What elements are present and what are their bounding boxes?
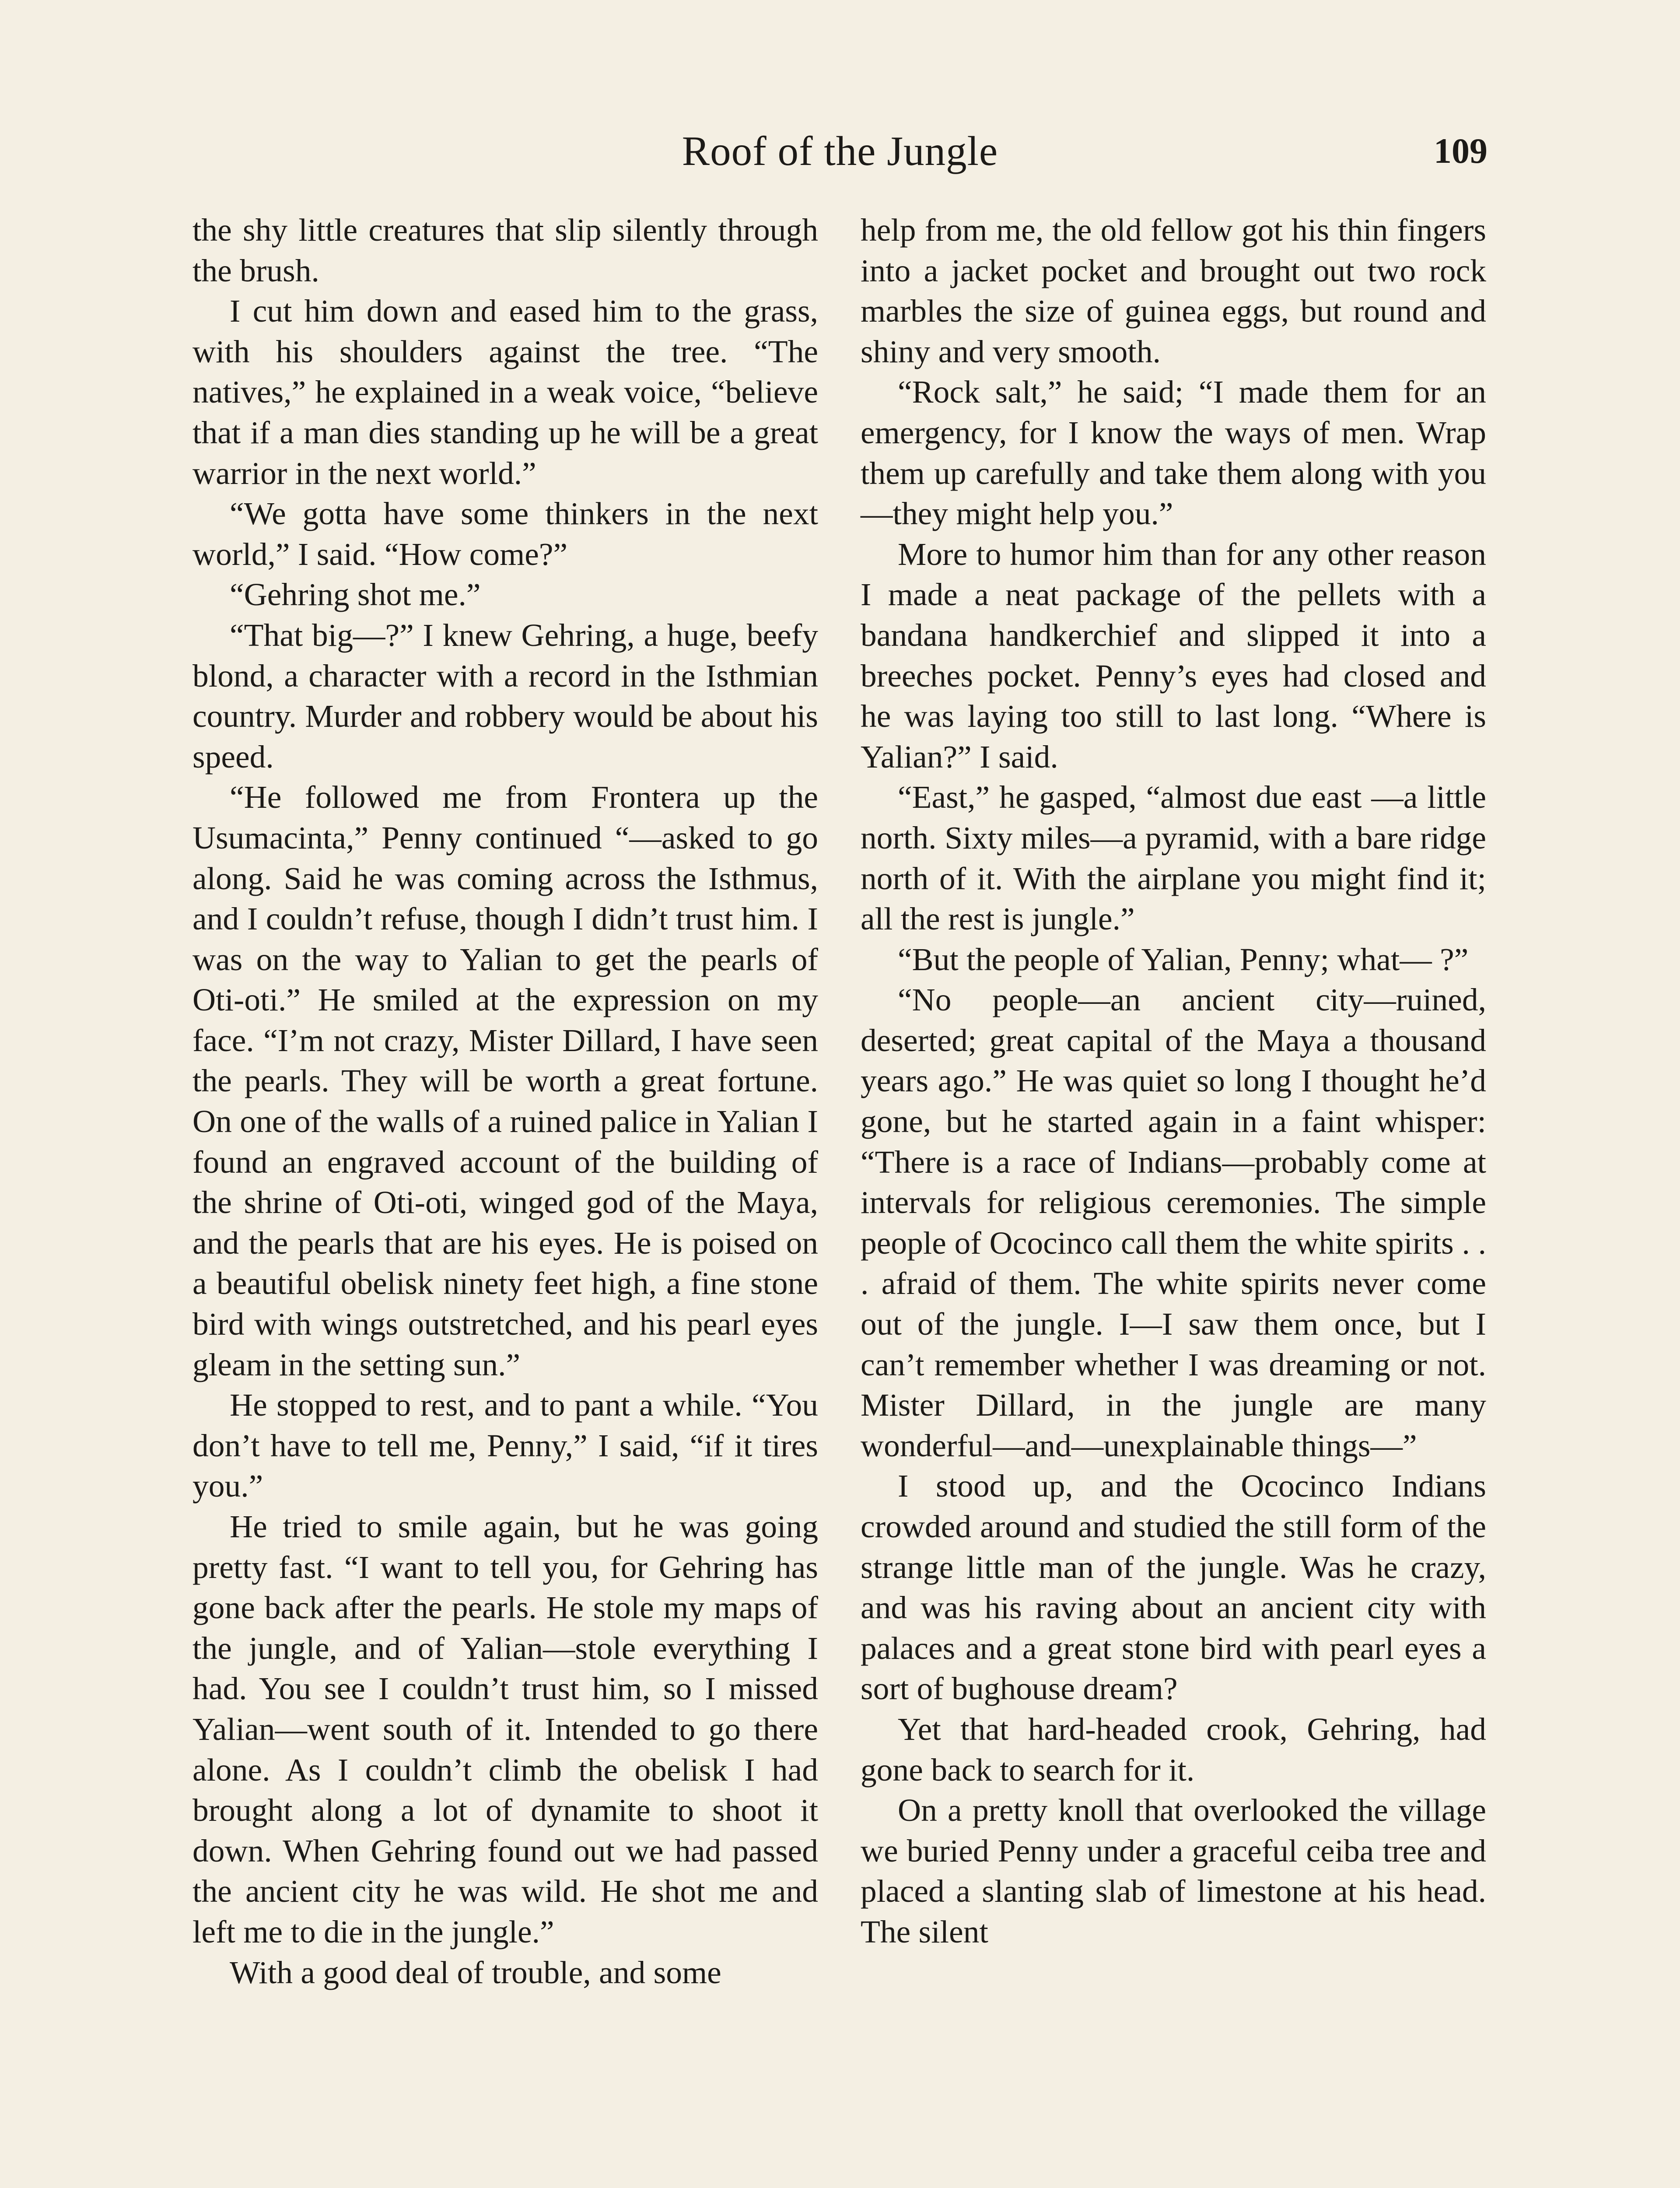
page-number: 109 [1434, 131, 1488, 171]
paragraph: Yet that hard-headed crook, Gehring, had gone back to search for it. [861, 1711, 1486, 1788]
paragraph: “But the people of Yalian, Penny; what— ?” [898, 941, 1469, 977]
paragraph: He stopped to rest, and to pant a while. “You don’t have to tell me, Penny,” I said, “if it tires you.” [192, 1387, 818, 1504]
paragraph: I cut him down and eased him to the grass, with his shoulders against the tree. “The natives,” he explained in a weak voice, “believe that if a man dies standing up he will be a great warrior in the next world.” [192, 293, 818, 491]
paragraph: “No people—an ancient city—ruined, deserted; great capital of the Maya a thousand years ago.” He was quiet so long I thought he’d gone, but he started again in a faint whisper: “There is a race of Indians—probably come at intervals for religious ceremonies. The simple people of Ococinco call them the white spirits . . . afraid of them. The white spirits never come out of the jungle. I—I saw them once, but I can’t remember whether I was dreaming or not. Mister Dillard, in the jungle are many wonderful—and—unexplainable things—” [861, 982, 1486, 1463]
running-title: Roof of the Jungle [682, 128, 998, 174]
paragraph: help from me, the old fellow got his thin fingers into a jacket pocket and brought out two rock marbles the size of guinea eggs, but round and shiny and very smooth. [861, 212, 1486, 369]
paragraph: “Gehring shot me.” [230, 577, 481, 613]
paragraph: the shy little creatures that slip silently through the brush. [192, 212, 818, 288]
paragraph: On a pretty knoll that overlooked the village we buried Penny under a graceful ceiba tree and placed a slanting slab of limestone at his head. The silent [861, 1792, 1486, 1950]
paragraph: More to humor him than for any other reason I made a neat package of the pellets with a bandana handkerchief and slipped it into a breeches pocket. Penny’s eyes had closed and he was laying too still to last long. “Where is Yalian?” I said. [861, 536, 1486, 775]
page-header [192, 118, 1488, 184]
paragraph: “We gotta have some thinkers in the next world,” I said. “How come?” [192, 496, 818, 572]
paragraph: “He followed me from Frontera up the Usumacinta,” Penny continued “—asked to go along. Said he was coming across the Isthmus, and I couldn’t refuse, though I didn’t trust him. I was on the way to Yalian to get the pearls of Oti-oti.” He smiled at the expression on my face. “I’m not crazy, Mister Dillard, I have seen the pearls. They will be worth a great fortune. On one of the walls of a ruined palice in Yalian I found an engraved account of the building of the shrine of Oti-oti, winged god of the Maya, and the pearls that are his eyes. He is poised on a beautiful obelisk ninety feet high, a fine stone bird with wings outstretched, and his pearl eyes gleam in the setting sun.” [192, 779, 818, 1382]
paragraph: “East,” he gasped, “almost due east —a little north. Sixty miles—a pyramid, with a bare ridge north of it. With the airplane you might find it; all the rest is jungle.” [861, 779, 1486, 937]
paragraph: “Rock salt,” he said; “I made them for an emergency, for I know the ways of men. Wrap them up carefully and take them along with you—they might help you.” [861, 374, 1486, 532]
paragraph: “That big—?” I knew Gehring, a huge, beefy blond, a character with a record in the Isthmian country. Murder and robbery would be about his speed. [192, 617, 818, 775]
paragraph: With a good deal of trouble, and some [230, 1954, 721, 1990]
right-column [861, 210, 1486, 1953]
left-column [192, 210, 818, 1993]
paragraph: He tried to smile again, but he was going pretty fast. “I want to tell you, for Gehring has gone back after the pearls. He stole my maps of the jungle, and of Yalian—stole everything I had. You see I couldn’t trust him, so I missed Yalian—went south of it. Intended to go there alone. As I couldn’t climb the obelisk I had brought along a lot of dynamite to shoot it down. When Gehring found out we had passed the ancient city he was wild. He shot me and left me to die in the jungle.” [192, 1509, 818, 1950]
paragraph: I stood up, and the Ococinco Indians crowded around and studied the still form of the strange little man of the jungle. Was he crazy, and was his raving about an ancient city with palaces and a great stone bird with pearl eyes a sort of bughouse dream? [861, 1468, 1486, 1707]
